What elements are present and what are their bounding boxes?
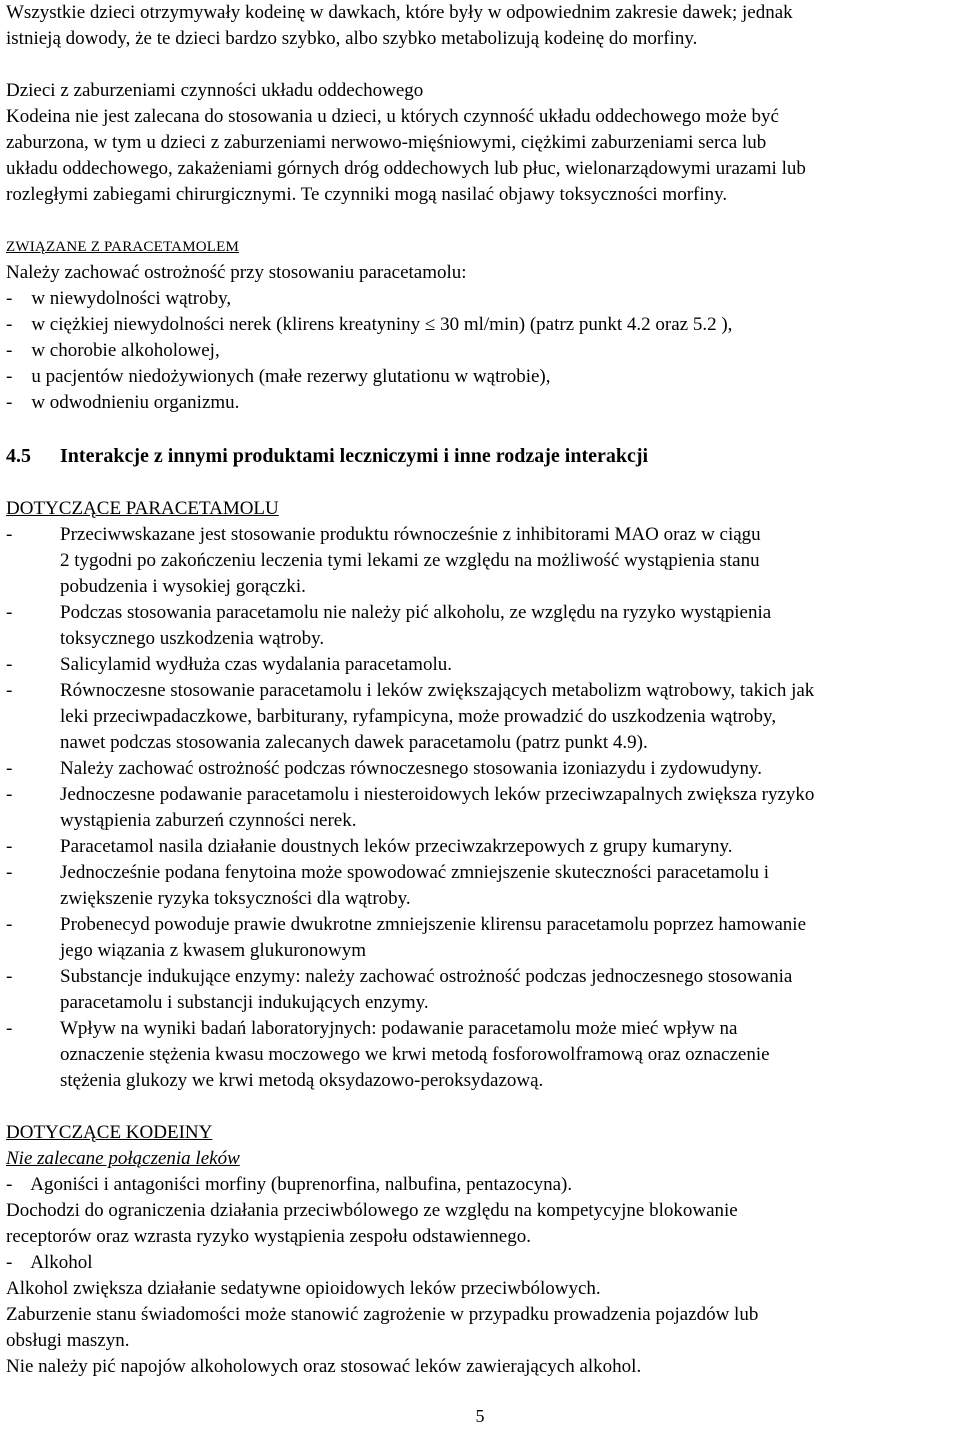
interaction-item-11-line-2: oznaczenie stężenia kwasu moczowego we krwi metodą fosforowolframową oraz oznaczenie: [60, 1044, 770, 1065]
bullet-dash: -: [6, 836, 13, 857]
warning-item-1: - w niewydolności wątroby,: [6, 288, 232, 309]
interaction-item-8-line-1: Jednocześnie podana fenytoina może spowodować zmniejszenie skuteczności paracetamolu i: [60, 862, 770, 883]
warning-item-4: - u pacjentów niedożywionych (małe rezerwy glutationu w wątrobie),: [6, 366, 551, 387]
section-number: 4.5: [6, 445, 31, 467]
interaction-item-8-line-2: zwiększenie ryzyka toksyczności dla wątroby.: [60, 888, 411, 909]
page-number: 5: [475, 1406, 485, 1426]
interaction-item-9-line-2: jego wiązania z kwasem glukuronowym: [60, 940, 367, 961]
interaction-item-2-line-1: Podczas stosowania paracetamolu nie należy pić alkoholu, ze względu na ryzyko wystąpienia: [60, 602, 772, 623]
section-title: Interakcje z innymi produktami leczniczymi i inne rodzaje interakcji: [60, 445, 649, 467]
interaction-item-10-line-1: Substancje indukujące enzymy: należy zachować ostrożność podczas jednoczesnego stosowania: [60, 966, 793, 987]
respiratory-heading: Dzieci z zaburzeniami czynności układu oddechowego: [6, 80, 424, 101]
codeine-subheading: Nie zalecane połączenia leków: [6, 1148, 240, 1169]
warning-item-5: - w odwodnieniu organizmu.: [6, 392, 240, 413]
interaction-item-3-line-1: Salicylamid wydłuża czas wydalania paracetamolu.: [60, 654, 452, 675]
interaction-item-4-line-2: leki przeciwpadaczkowe, barbiturany, ryfampicyna, może prowadzić do uszkodzenia wątroby,: [60, 706, 777, 727]
respiratory-line-1: Kodeina nie jest zalecana do stosowania u dzieci, u których czynność układu oddechowego może być: [6, 106, 779, 127]
codeine-interactions-heading: DOTYCZĄCE KODEINY: [6, 1122, 213, 1143]
paracetamol-warning-intro: Należy zachować ostrożność przy stosowaniu paracetamolu:: [6, 262, 467, 283]
bullet-dash: -: [6, 758, 13, 779]
codeine-line-7: obsługi maszyn.: [6, 1330, 130, 1351]
interaction-item-1-line-2: 2 tygodni po zakończeniu leczenia tymi lekami ze względu na możliwość wystąpienia stanu: [60, 550, 760, 571]
interaction-item-1-line-1: Przeciwwskazane jest stosowanie produktu równocześnie z inhibitorami MAO oraz w ciągu: [60, 524, 761, 545]
bullet-dash: -: [6, 914, 13, 935]
respiratory-line-2: zaburzona, w tym u dzieci z zaburzeniami nerwowo-mięśniowymi, ciężkimi zaburzeniami serca lub: [6, 132, 767, 153]
codeine-line-2: Dochodzi do ograniczenia działania przeciwbólowego ze względu na kompetycyjne blokowanie: [6, 1200, 738, 1221]
codeine-line-1: - Agoniści i antagoniści morfiny (buprenorfina, nalbufina, pentazocyna).: [6, 1174, 573, 1195]
warning-item-3: - w chorobie alkoholowej,: [6, 340, 220, 361]
bullet-dash: -: [6, 654, 13, 675]
intro-line-1: Wszystkie dzieci otrzymywały kodeinę w dawkach, które były w odpowiednim zakresie dawek; jednak: [6, 2, 793, 23]
bullet-dash: -: [6, 1018, 13, 1039]
codeine-line-6: Zaburzenie stanu świadomości może stanowić zagrożenie w przypadku prowadzenia pojazdów lub: [6, 1304, 759, 1325]
codeine-line-5: Alkohol zwiększa działanie sedatywne opioidowych leków przeciwbólowych.: [6, 1278, 601, 1299]
bullet-dash: -: [6, 966, 13, 987]
bullet-dash: -: [6, 784, 13, 805]
interaction-item-6-line-1: Jednoczesne podawanie paracetamolu i niesteroidowych leków przeciwzapalnych zwiększa ryzyko: [60, 784, 815, 805]
interaction-item-4-line-3: nawet podczas stosowania zalecanych dawek paracetamolu (patrz punkt 4.9).: [60, 732, 648, 753]
interaction-item-7-line-1: Paracetamol nasila działanie doustnych leków przeciwzakrzepowych z grupy kumaryny.: [60, 836, 733, 857]
intro-line-2: istnieją dowody, że te dzieci bardzo szybko, albo szybko metabolizują kodeinę do morfiny.: [6, 28, 698, 49]
paracetamol-interactions-heading: DOTYCZĄCE PARACETAMOLU: [6, 498, 279, 519]
codeine-line-4: - Alkohol: [6, 1252, 93, 1273]
codeine-line-3: receptorów oraz wzrasta ryzyko wystąpienia zespołu odstawiennego.: [6, 1226, 531, 1247]
respiratory-line-3: układu oddechowego, zakażeniami górnych dróg oddechowych lub płuc, wielonarządowymi urazami lub: [6, 158, 806, 179]
interaction-item-1-line-3: pobudzenia i wysokiej gorączki.: [60, 576, 306, 597]
interaction-item-10-line-2: paracetamolu i substancji indukujących enzymy.: [60, 992, 429, 1013]
bullet-dash: -: [6, 680, 13, 701]
interaction-item-4-line-1: Równoczesne stosowanie paracetamolu i leków zwiększających metabolizm wątrobowy, takich jak: [60, 680, 815, 701]
respiratory-line-4: rozległymi zabiegami chirurgicznymi. Te czynniki mogą nasilać objawy toksyczności morfiny.: [6, 184, 728, 205]
codeine-line-8: Nie należy pić napojów alkoholowych oraz stosować leków zawierających alkohol.: [6, 1356, 642, 1377]
warning-item-2: - w ciężkiej niewydolności nerek (klirens kreatyniny ≤ 30 ml/min) (patrz punkt 4.2 oraz 5.2 ),: [6, 314, 733, 335]
interaction-item-11-line-3: stężenia glukozy we krwi metodą oksydazowo-peroksydazową.: [60, 1070, 544, 1091]
paracetamol-warning-heading: ZWIĄZANE Z PARACETAMOLEM: [6, 239, 240, 255]
interaction-item-9-line-1: Probenecyd powoduje prawie dwukrotne zmniejszenie klirensu paracetamolu poprzez hamowanie: [60, 914, 807, 935]
interaction-item-11-line-1: Wpływ na wyniki badań laboratoryjnych: podawanie paracetamolu może mieć wpływ na: [60, 1018, 738, 1039]
bullet-dash: -: [6, 862, 13, 883]
interaction-item-5-line-1: Należy zachować ostrożność podczas równoczesnego stosowania izoniazydu i zydowudyny.: [60, 758, 763, 779]
interaction-item-2-line-2: toksycznego uszkodzenia wątroby.: [60, 628, 325, 649]
interaction-item-6-line-2: wystąpienia zaburzeń czynności nerek.: [60, 810, 357, 831]
bullet-dash: -: [6, 524, 13, 545]
bullet-dash: -: [6, 602, 13, 623]
